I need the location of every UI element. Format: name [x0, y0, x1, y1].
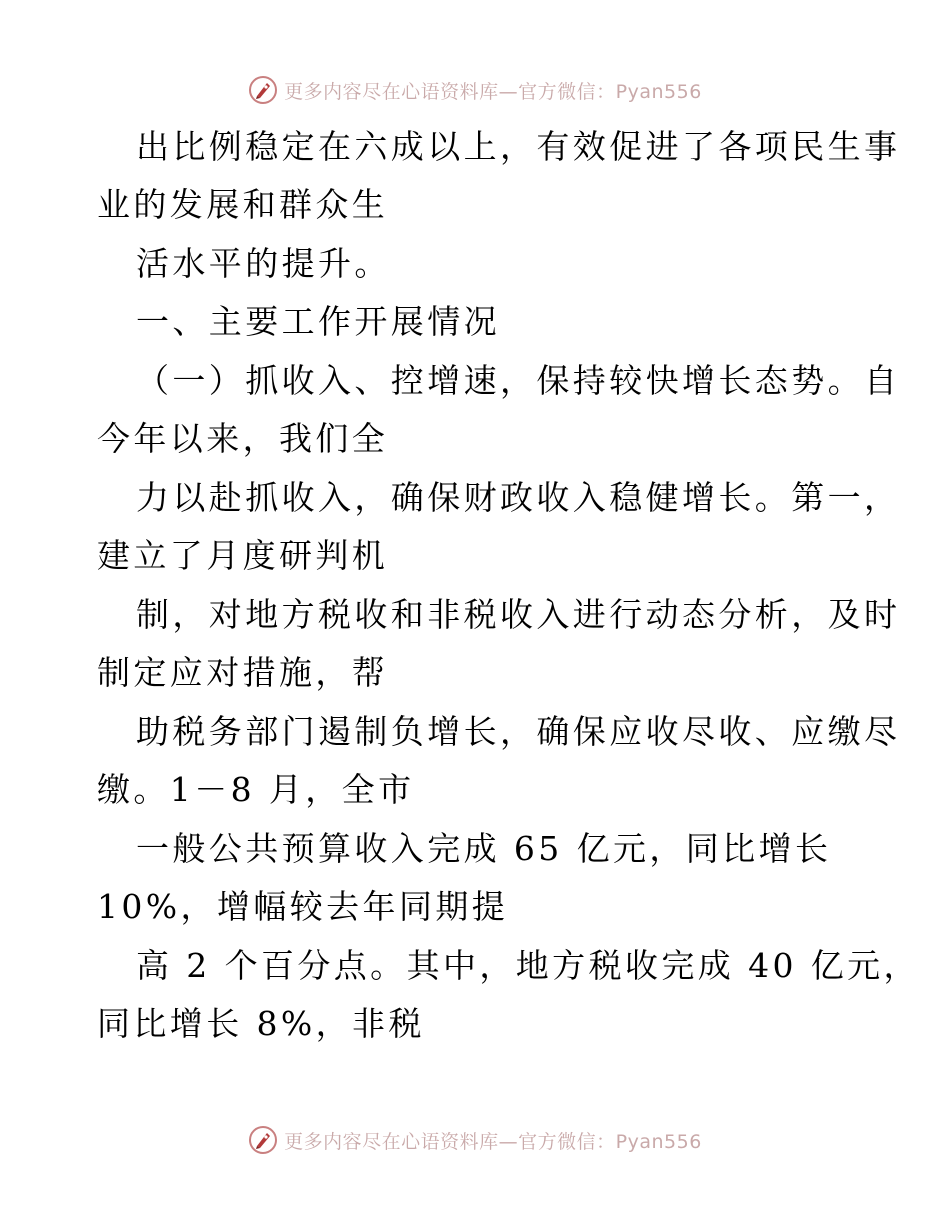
- footer-watermark: [0, 1120, 950, 1160]
- watermark-text: 更多内容尽在心语资料库—官方微信：Pyan556: [284, 1130, 702, 1153]
- paragraph-line: 缴。1－8 月，全市: [97, 770, 415, 809]
- paragraph-line: 助税务部门遏制负增长，确保应收尽收、应缴尽: [136, 712, 901, 751]
- paragraph-line: 业的发展和群众生: [97, 185, 389, 224]
- paragraph-line: 10%，增幅较去年同期提: [97, 887, 509, 926]
- paragraph-line: 今年以来，我们全: [97, 419, 389, 458]
- paragraph-line: 力以赴抓收入，确保财政收入稳健增长。第一，: [136, 478, 901, 517]
- paragraph-line: 制定应对措施，帮: [97, 653, 389, 692]
- paragraph-line: 建立了月度研判机: [97, 536, 389, 575]
- paragraph-line: 活水平的提升。: [136, 244, 391, 283]
- watermark-text: 更多内容尽在心语资料库—官方微信：Pyan556: [284, 80, 702, 103]
- subsection-heading: （一）抓收入、控增速，保持较快增长态势。自: [136, 361, 901, 400]
- paragraph-line: 高 2 个百分点。其中，地方税收完成 40 亿元，: [136, 946, 920, 985]
- pen-nib-logo-icon: [248, 1125, 278, 1155]
- paragraph-line: 同比增长 8%，非税: [97, 1004, 425, 1043]
- paragraph-line: 一般公共预算收入完成 65 亿元，同比增长: [136, 829, 832, 868]
- section-heading: 一、主要工作开展情况: [136, 302, 500, 341]
- paragraph-line: 制，对地方税收和非税收入进行动态分析，及时: [136, 595, 901, 634]
- paragraph-line: 出比例稳定在六成以上，有效促进了各项民生事: [136, 127, 901, 166]
